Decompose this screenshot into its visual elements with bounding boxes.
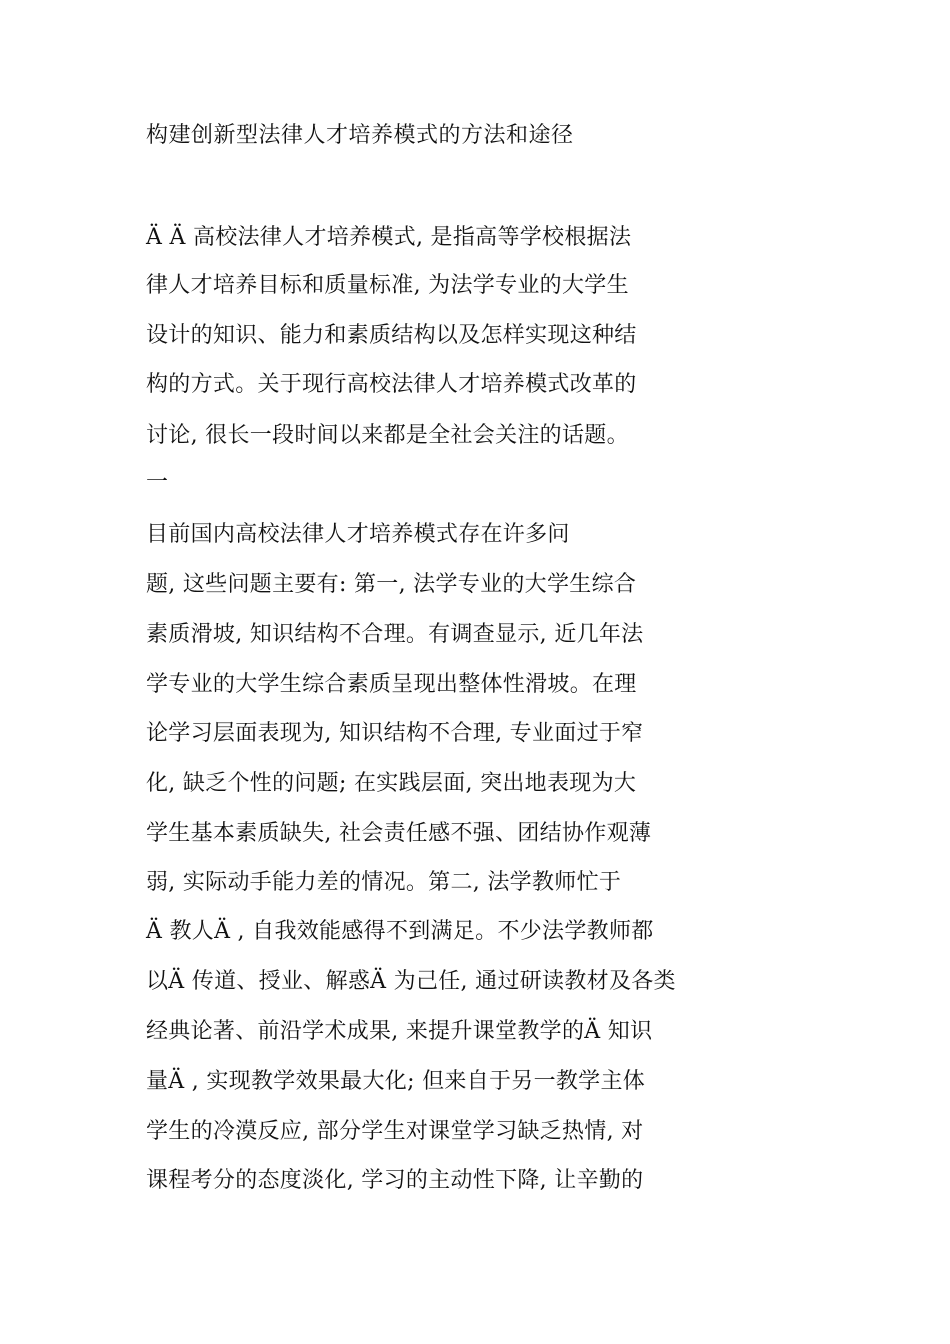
text-line: 课程考分的态度淡化, 学习的主动性下降, 让辛勤的 <box>146 1168 644 1193</box>
text-line: 设计的知识、能力和素质结构以及怎样实现这种结 <box>146 323 637 348</box>
text-line: 学生的冷漠反应, 部分学生对课堂学习缺乏热情, 对 <box>146 1119 644 1144</box>
text-line: 化, 缺乏个性的问题; 在实践层面, 突出地表现为大 <box>146 771 637 796</box>
text-line: Ä 教人Ä , 自我效能感得不到满足。不少法学教师都 <box>146 919 654 944</box>
text-line: 题, 这些问题主要有: 第一, 法学专业的大学生综合 <box>146 572 637 597</box>
text-line: 律人才培养目标和质量标准, 为法学专业的大学生 <box>146 273 629 298</box>
text-line: 量Ä , 实现教学效果最大化; 但来自于另一教学主体 <box>146 1069 646 1094</box>
text-line: 讨论, 很长一段时间以来都是全社会关注的话题。 <box>146 423 629 448</box>
text-line: 构的方式。关于现行高校法律人才培养模式改革的 <box>146 372 637 397</box>
text-line: 学专业的大学生综合素质呈现出整体性滑坡。在理 <box>146 672 637 697</box>
text-line: 一 <box>146 470 169 495</box>
text-line: 以Ä 传道、授业、解惑Ä 为己任, 通过研读教材及各类 <box>146 969 676 994</box>
text-line: 弱, 实际动手能力差的情况。第二, 法学教师忙于 <box>146 870 622 895</box>
text-line: 论学习层面表现为, 知识结构不合理, 专业面过于窄 <box>146 721 644 746</box>
document-title: 构建创新型法律人才培养模式的方法和途径 <box>146 123 574 148</box>
text-line: 目前国内高校法律人才培养模式存在许多问 <box>146 522 570 547</box>
text-line: 素质滑坡, 知识结构不合理。有调查显示, 近几年法 <box>146 622 644 647</box>
text-line: 经典论著、前沿学术成果, 来提升课堂教学的Ä 知识 <box>146 1019 653 1044</box>
text-line: 学生基本素质缺失, 社会责任感不强、团结协作观薄 <box>146 821 652 846</box>
text-line: Ä Ä 高校法律人才培养模式, 是指高等学校根据法 <box>146 225 632 250</box>
